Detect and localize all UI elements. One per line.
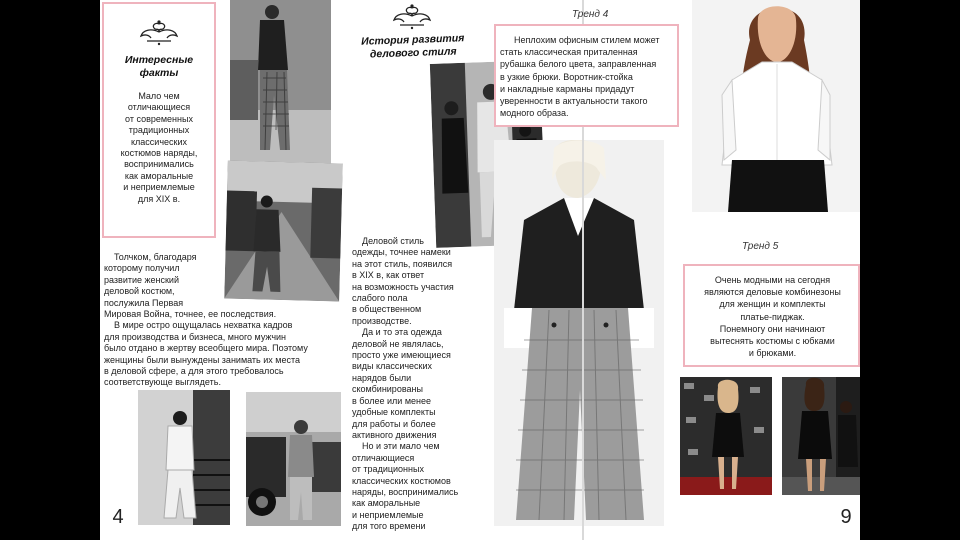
trend5-line: и брюками. [748, 348, 797, 359]
body-left-line: Мировая Война, точнее, ее последствия. [104, 309, 277, 320]
trend4-line: модного образа. [500, 108, 569, 119]
body-mid-line: в более или менее [352, 395, 431, 406]
photo-red-carpet-1 [680, 377, 772, 495]
facts-title [104, 54, 214, 80]
body-mid-line: отличающиеся [352, 452, 415, 463]
trend4-line: Неплохим офисным стилем может [514, 35, 660, 45]
facts-line: и неприемлемые [123, 182, 195, 193]
body-mid-line: для того времени [352, 521, 426, 532]
trend5-line: являются деловые комбинезоны [704, 287, 841, 298]
body-left-line: соответствующе выглядеть. [104, 377, 221, 388]
photo-model-jacket-culottes [494, 140, 664, 526]
trend5-line: платье-пиджак. [740, 311, 805, 322]
history-title-line1: История развития [360, 32, 465, 48]
body-mid-line: одежды, точнее намеки [352, 247, 451, 258]
body-mid-line: нарядов были [352, 372, 412, 383]
history-title-line2: делового стиля [369, 45, 457, 61]
facts-line: для XIX в. [137, 193, 181, 204]
facts-line: традиционных [128, 125, 190, 136]
body-mid-line: как аморальные [352, 498, 421, 509]
body-mid-line: виды классических [352, 361, 433, 372]
facts-line: классических [131, 136, 187, 147]
trend4-line: и накладные карманы придадут [500, 83, 635, 94]
facts-body [104, 91, 214, 205]
facts-line: воспринимались [124, 159, 194, 170]
facts-box [102, 2, 216, 238]
body-left-text [104, 252, 344, 389]
body-left-line: Толчком, благодаря [114, 252, 197, 262]
body-mid-line: и неприемлемые [352, 509, 424, 520]
magazine-spread [100, 0, 860, 540]
body-mid-line: производстве. [352, 315, 412, 326]
body-mid-line: слабого пола [352, 293, 408, 304]
body-mid-line: активного движения [352, 429, 437, 440]
body-mid-line: на возможность участия [352, 281, 454, 292]
body-mid-line: удобные комплекты [352, 407, 436, 418]
body-left-line: женщины были вынуждены занимать их места [104, 354, 300, 365]
trend5-label: Тренд 5 [742, 241, 779, 252]
body-mid-line: от традиционных [352, 464, 424, 475]
trend4-line: уверенности в актуальности такого [500, 96, 648, 107]
trend4-line: в узкие брюки. Воротник-стойка [500, 71, 633, 82]
body-mid-line: деловой не являлась, [352, 338, 444, 349]
facts-line: от современных [125, 113, 193, 124]
body-left-line: было отдано в жертву всеобщего мира. Поэтому [104, 343, 308, 354]
body-mid-line: наряды, воспринимались [352, 486, 459, 497]
body-mid-line: в общественном [352, 304, 422, 315]
trend5-line: Понемногу они начинают [719, 323, 826, 334]
body-mid-line: скомбинированы [352, 384, 423, 395]
body-mid-line: просто уже имеющиеся [352, 350, 451, 361]
trend4-label: Тренд 4 [572, 9, 609, 20]
body-left-line: В мире остро ощущалась нехватка кадров [114, 320, 293, 331]
facts-line: отличающиеся [127, 102, 191, 113]
trend5-body [687, 274, 858, 359]
page-number-right: 9 [834, 505, 858, 531]
trend4-box [494, 24, 679, 127]
facts-line: как аморальные [124, 170, 194, 181]
trend5-line: вытеснять костюмы с юбками [710, 336, 835, 347]
vintage-photo-woman-car [246, 392, 341, 526]
body-left-line: послужила Первая [104, 297, 184, 308]
trend5-line: для женщин и комплекты [719, 299, 826, 310]
body-mid-line: Но и эти мало чем [362, 441, 440, 452]
body-left-line: развитие женский [104, 274, 179, 285]
photo-model-white-shirt [692, 0, 860, 212]
facts-line: костюмов наряды, [120, 148, 198, 159]
trend4-body [500, 34, 677, 119]
vintage-photo-man-suit [230, 0, 331, 165]
history-title [348, 32, 479, 63]
facts-title-line1: Интересные [124, 54, 194, 66]
flourish-ornament-icon [137, 20, 181, 46]
vintage-photo-woman-stairs [138, 390, 230, 525]
body-mid-line: классических костюмов [352, 475, 451, 486]
body-left-line: для производства и бизнеса, много мужчин [104, 331, 287, 342]
photo-red-carpet-2 [782, 377, 860, 495]
body-mid-text [352, 236, 480, 533]
flourish-ornament-icon [390, 4, 434, 30]
trend4-line: стать классическая приталенная [500, 47, 638, 58]
trend5-box [683, 264, 860, 367]
body-mid-line: Да и то эта одежда [362, 327, 442, 338]
body-left-line: которому получил [104, 263, 180, 274]
facts-line: Мало чем [138, 91, 180, 101]
body-mid-line: на этот стиль, появился [352, 258, 453, 269]
facts-title-line2: факты [139, 67, 179, 79]
body-left-line: деловой костюм, [104, 286, 175, 297]
trend5-line: Очень модными на сегодня [714, 275, 831, 285]
body-mid-line: в XIX в, как ответ [352, 270, 425, 281]
page-number-left: 4 [106, 505, 130, 531]
body-mid-line: Деловой стиль [362, 236, 424, 246]
body-mid-line: для работы и более [352, 418, 436, 429]
trend4-line: рубашка белого цвета, заправленная [500, 59, 657, 70]
body-left-line: в деловой сфере, а для этого требовалось [104, 366, 284, 377]
